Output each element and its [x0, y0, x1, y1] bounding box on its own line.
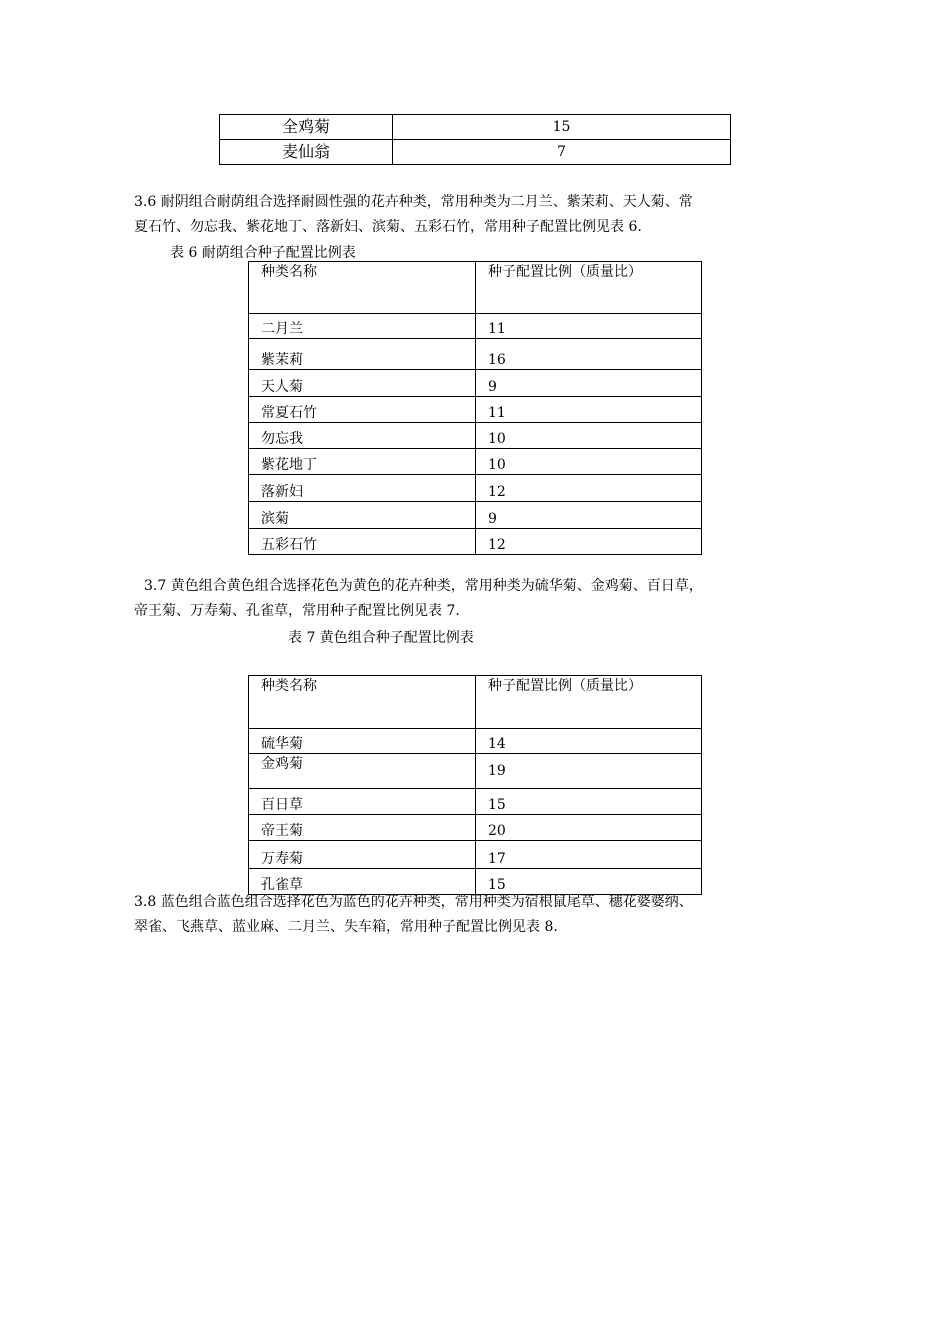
- column-header-name: 种类名称: [249, 262, 476, 314]
- table-row: [249, 475, 702, 502]
- column-header-name: 种类名称: [249, 676, 476, 729]
- ratio-cell: 15: [476, 869, 702, 895]
- species-name-cell: 百日草: [249, 789, 476, 815]
- ratio-cell: 19: [476, 754, 702, 789]
- species-name-cell: 天人菊: [249, 370, 476, 397]
- table-row: [249, 789, 702, 815]
- table-row: [249, 370, 702, 397]
- table-row: [249, 754, 702, 789]
- species-name-cell: 常夏石竹: [249, 397, 476, 423]
- table-row: [249, 449, 702, 475]
- species-name-cell: 紫花地丁: [249, 449, 476, 475]
- section-3-8-paragraph: [134, 890, 693, 940]
- species-name-cell: 紫茉莉: [249, 339, 476, 370]
- section-line: 帝王菊、万寿菊、孔雀草，常用种子配置比例见表 7.: [134, 603, 460, 619]
- ratio-cell: 12: [476, 475, 702, 502]
- table7: [248, 675, 702, 895]
- section-line: 3.7 黄色组合黄色组合选择花色为黄色的花卉种类，常用种类为硫华菊、金鸡菊、百日草，: [144, 578, 703, 594]
- ratio-cell: 14: [476, 729, 702, 754]
- species-name-cell: 万寿菊: [249, 841, 476, 869]
- ratio-cell: 12: [476, 529, 702, 555]
- species-name-cell: 勿忘我: [249, 423, 476, 449]
- table-row: [220, 115, 731, 140]
- column-header-ratio: 种子配置比例（质量比）: [476, 262, 702, 314]
- section-line: 翠雀、飞燕草、蓝业麻、二月兰、失车箱，常用种子配置比例见表 8.: [134, 919, 558, 935]
- species-name-cell: 孔雀草: [249, 869, 476, 895]
- ratio-cell: 15: [476, 789, 702, 815]
- table-row: [249, 841, 702, 869]
- species-name-cell: 落新妇: [249, 475, 476, 502]
- table-row: [249, 397, 702, 423]
- section-line: 3.6 耐阴组合耐荫组合选择耐圆性强的花卉种类，常用种类为二月兰、紫茉莉、天人菊、常: [134, 194, 693, 210]
- table-row: [249, 729, 702, 754]
- table-row: [249, 314, 702, 339]
- table7-caption: 表 7 黄色组合种子配置比例表: [288, 630, 474, 646]
- table-row: [249, 529, 702, 555]
- ratio-cell: 9: [476, 502, 702, 529]
- ratio-cell: 17: [476, 841, 702, 869]
- section-line: 夏石竹、勿忘我、紫花地丁、落新妇、滨菊、五彩石竹，常用种子配置比例见表 6.: [134, 219, 642, 235]
- ratio-cell: 10: [476, 423, 702, 449]
- species-name-cell: 滨菊: [249, 502, 476, 529]
- table-row: [249, 423, 702, 449]
- species-name-cell: 全鸡菊: [220, 115, 393, 140]
- species-name-cell: 硫华菊: [249, 729, 476, 754]
- table-row: [249, 815, 702, 841]
- column-header-ratio: 种子配置比例（质量比）: [476, 676, 702, 729]
- species-table-continued: [219, 114, 731, 165]
- ratio-cell: 10: [476, 449, 702, 475]
- table-header-row: [249, 262, 702, 314]
- ratio-cell: 9: [476, 370, 702, 397]
- section-line: 3.8 蓝色组合蓝色组合选择花色为蓝色的花卉种类，常用种类为宿根鼠尾草、穗花婆婆纳、: [134, 894, 693, 910]
- ratio-cell: 15: [393, 115, 731, 140]
- species-name-cell: 麦仙翁: [220, 140, 393, 165]
- table-row: [249, 339, 702, 370]
- table6: [248, 261, 702, 555]
- table-row: [249, 502, 702, 529]
- ratio-cell: 11: [476, 397, 702, 423]
- species-name-cell: 帝王菊: [249, 815, 476, 841]
- ratio-cell: 11: [476, 314, 702, 339]
- ratio-cell: 16: [476, 339, 702, 370]
- ratio-cell: 20: [476, 815, 702, 841]
- species-name-cell: 五彩石竹: [249, 529, 476, 555]
- species-name-cell: 金鸡菊: [249, 754, 476, 789]
- table-header-row: [249, 676, 702, 729]
- ratio-cell: 7: [393, 140, 731, 165]
- table-row: [220, 140, 731, 165]
- species-name-cell: 二月兰: [249, 314, 476, 339]
- section-3-7-paragraph: [134, 574, 703, 624]
- table6-caption: 表 6 耐荫组合种子配置比例表: [170, 245, 356, 261]
- section-3-6-paragraph: [134, 190, 693, 240]
